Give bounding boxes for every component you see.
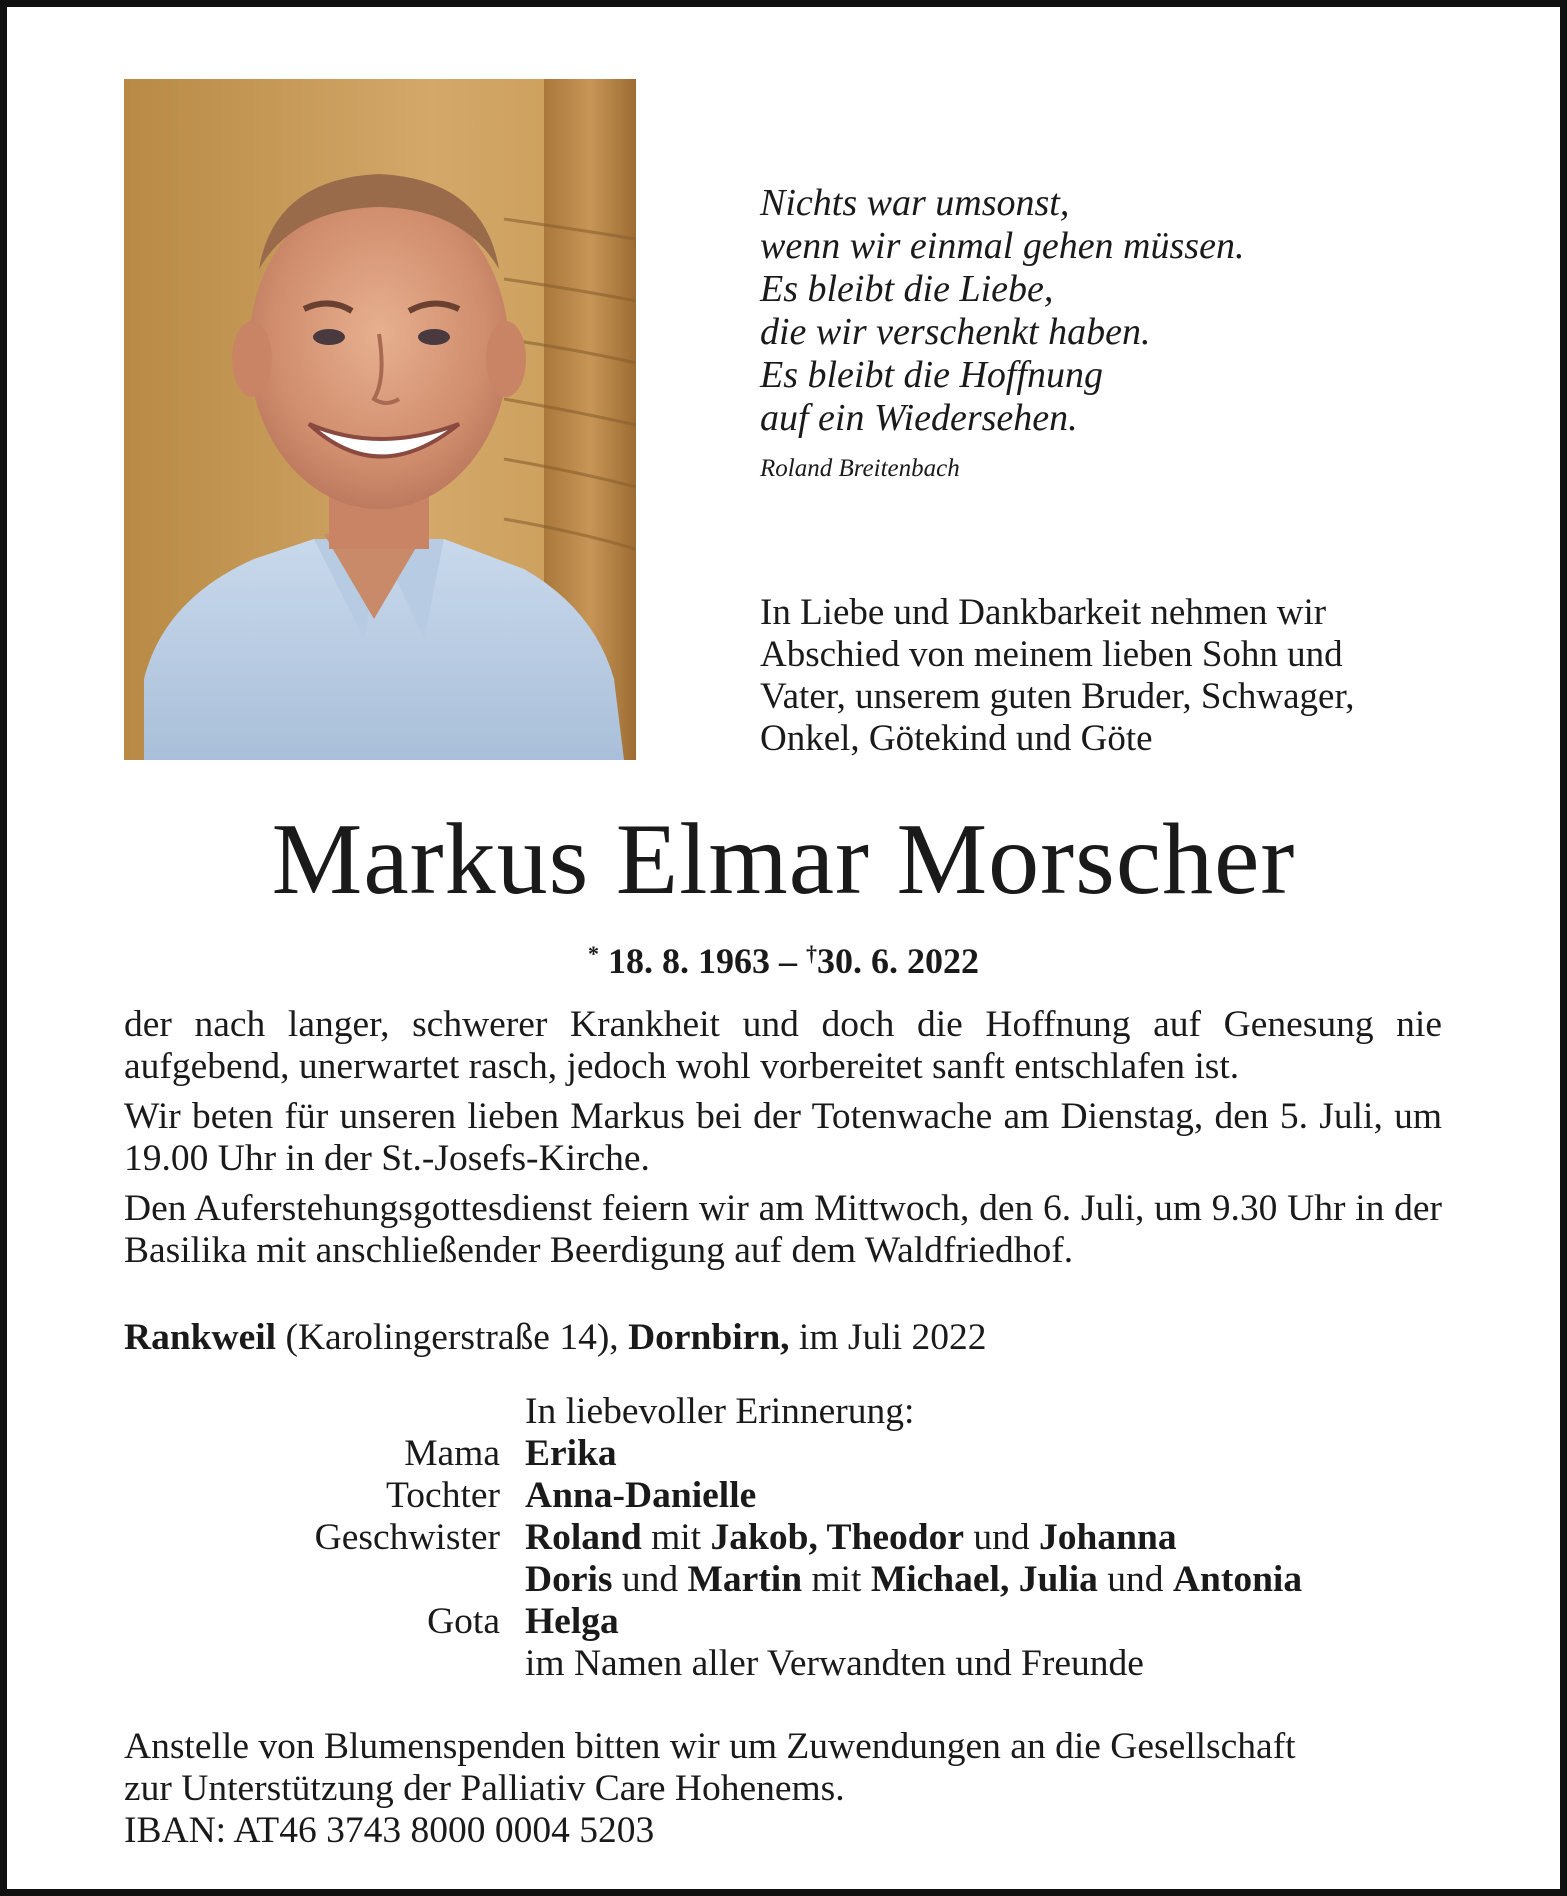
relative-name: Martin [687,1559,803,1600]
relative-name: Michael, Julia [870,1559,1098,1600]
quote-line: die wir verschenkt haben. [760,311,1151,353]
body-paragraph: Wir beten für unseren lieben Markus bei der Totenwache am Dienstag, den 5. Juli, um 19.00 Uhr in der St.-Josefs-Kirche. [124,1096,1442,1179]
quote-author: Roland Breitenbach [760,455,960,482]
relative-name: Anna-Danielle [525,1475,757,1516]
donation-note [124,1726,1454,1852]
death-symbol: † [806,941,817,966]
relative-name: Johanna [1039,1517,1177,1558]
portrait-photo [124,79,636,760]
town-dornbirn: Dornbirn, [628,1317,790,1358]
relative-name: Doris [525,1559,613,1600]
family-list [0,1391,1567,1685]
list-item [0,1433,1567,1475]
relation-label: Gota [427,1601,500,1642]
relation-label: Tochter [386,1475,500,1516]
relative-names [525,1559,1302,1601]
family-closing: im Namen aller Verwandten und Freunde [525,1643,1144,1684]
list-item [0,1601,1567,1643]
donation-line: zur Unterstützung der Palliativ Care Hohenems. [124,1768,845,1809]
connector: und [612,1559,688,1600]
relation-label: Mama [404,1433,500,1474]
relation-label: Geschwister [314,1517,500,1558]
intro-line: Vater, unserem guten Bruder, Schwager, [760,676,1355,717]
quote-line: Nichts war umsonst, [760,182,1070,224]
place-date-line [124,1317,1442,1359]
relative-name: Antonia [1172,1559,1303,1600]
body-paragraph: der nach langer, schwerer Krankheit und doch die Hoffnung auf Genesung nie aufgebend, unerwartet rasch, jedoch wohl vorbereitet sanft entschlafen ist. [124,1004,1442,1087]
intro-text [760,592,1460,760]
announcement-date: im Juli 2022 [789,1317,987,1358]
list-item [0,1643,1567,1685]
quote-line: Es bleibt die Liebe, [760,268,1054,310]
iban-line: IBAN: AT46 3743 8000 0004 5203 [124,1810,655,1851]
connector: mit [641,1517,711,1558]
birth-date: 18. 8. 1963 [608,941,770,981]
relative-name: Roland [525,1517,642,1558]
relative-names [525,1517,1177,1559]
connector: und [964,1517,1040,1558]
birth-symbol: * [588,941,599,966]
life-dates [0,932,1567,983]
quote-line: auf ein Wiedersehen. [760,397,1078,439]
list-item [0,1559,1567,1601]
address: (Karolingerstraße 14), [276,1317,629,1358]
relative-name: Helga [525,1601,619,1642]
date-separator: – [779,941,797,981]
quote-line: wenn wir einmal gehen müssen. [760,225,1245,267]
connector: mit [802,1559,871,1600]
list-item [0,1391,1567,1433]
deceased-name: Markus Elmar Morscher [271,803,1296,916]
body-paragraph: Den Auferstehungsgottesdienst feiern wir am Mittwoch, den 6. Juli, um 9.30 Uhr in der Basilika mit anschließender Beerdigung auf dem Waldfriedhof. [124,1188,1442,1271]
list-item [0,1475,1567,1517]
death-date: 30. 6. 2022 [817,941,979,981]
intro-line: In Liebe und Dankbarkeit nehmen wir [760,592,1327,633]
poem-quote [760,182,1320,484]
relative-name: Jakob, Theodor [710,1517,965,1558]
list-item [0,1517,1567,1559]
announcement-body [124,1004,1442,1280]
family-heading: In liebevoller Erinnerung: [525,1391,915,1432]
quote-line: Es bleibt die Hoffnung [760,354,1104,396]
relative-name: Erika [525,1433,617,1474]
town-rankweil: Rankweil [124,1317,277,1358]
connector: und [1097,1559,1173,1600]
intro-line: Onkel, Götekind und Göte [760,718,1153,759]
intro-line: Abschied von meinem lieben Sohn und [760,634,1343,675]
donation-line: Anstelle von Blumenspenden bitten wir um Zuwendungen an die Gesellschaft [124,1726,1296,1767]
